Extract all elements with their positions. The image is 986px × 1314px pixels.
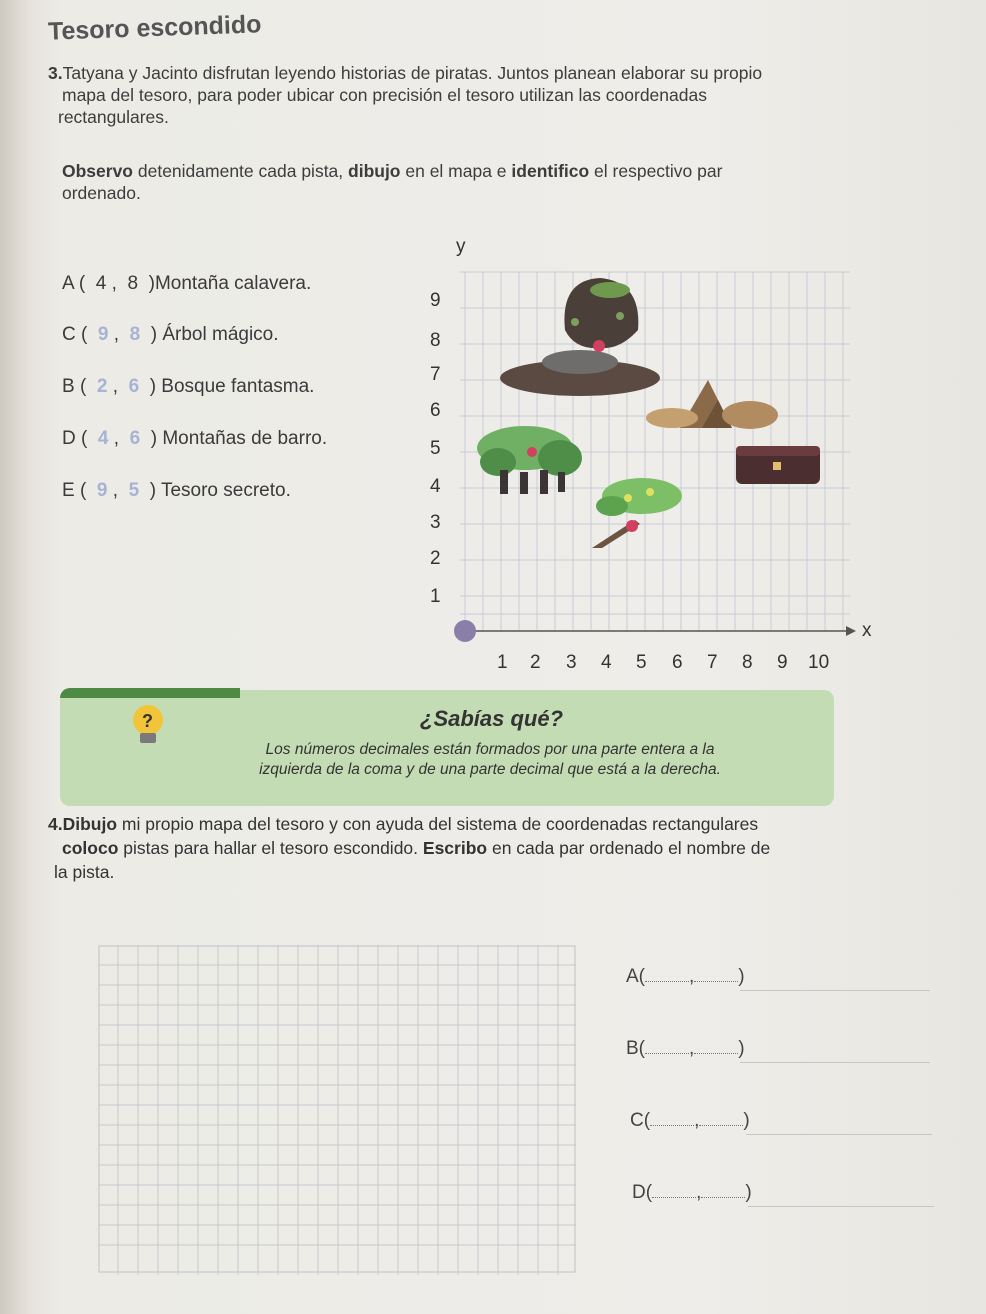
page-title: Tesoro escondido [47, 10, 262, 46]
x-tick: 1 [497, 652, 508, 673]
sabias-que-title: ¿Sabías qué? [420, 706, 564, 731]
instr-text-3: el respectivo par [589, 161, 723, 181]
clue-name: )Montaña calavera. [148, 273, 312, 294]
y-tick: 2 [430, 548, 441, 569]
pair-sep: , [689, 966, 695, 987]
clue-name: ) Bosque fantasma. [149, 376, 315, 397]
clue-y: 8 [127, 273, 139, 294]
y-tick: 6 [430, 400, 441, 421]
y-axis-label: y [456, 236, 466, 257]
pair-y-blank[interactable] [701, 1183, 745, 1198]
task4-text-3: en cada par ordenado el nombre de [487, 838, 771, 858]
instr-text-2: en el mapa e [400, 161, 512, 181]
treasure-chest-illustration [736, 446, 820, 484]
clue-x: 9 [96, 480, 108, 501]
x-tick: 4 [601, 652, 612, 673]
pair-close: ) [743, 1110, 750, 1131]
pair-label: C( [630, 1110, 651, 1131]
lightbulb-icon [128, 702, 168, 750]
y-tick: 4 [430, 476, 441, 497]
x-tick: 2 [530, 652, 541, 673]
pair-b-name-line[interactable] [740, 1062, 930, 1063]
pair-label: B( [626, 1038, 645, 1059]
instr-line2: ordenado. [62, 183, 141, 203]
task4-line3: la pista. [54, 862, 115, 882]
y-tick: 5 [430, 438, 441, 459]
pair-c-name-line[interactable] [746, 1134, 932, 1135]
pair-close: ) [745, 1182, 752, 1203]
pair-label: A( [626, 966, 645, 987]
x-tick: 7 [707, 652, 718, 673]
task4-text-1: mi propio mapa del tesoro y con ayuda del sistema de coordenadas rectangulares [117, 814, 759, 834]
clue-a: A ( 4 , 8 )Montaña calavera. [62, 273, 312, 294]
x-tick: 5 [636, 652, 647, 673]
y-tick: 8 [430, 330, 441, 351]
task4-paragraph [48, 812, 928, 884]
task4-bold-dibujo: Dibujo [62, 814, 118, 834]
clue-letter: A [62, 273, 74, 294]
pair-x-blank[interactable] [645, 1039, 689, 1054]
clue-x: 4 [95, 273, 107, 294]
clue-name: ) Árbol mágico. [150, 324, 279, 345]
skull-mountain-illustration [500, 278, 660, 396]
treasure-map-graph [380, 230, 880, 680]
task4-bold-coloco: coloco [62, 838, 119, 858]
pair-sep: , [689, 1038, 695, 1059]
task3-paragraph [48, 62, 918, 128]
clue-letter: E [62, 480, 75, 501]
x-tick: 9 [777, 652, 788, 673]
clue-x: 4 [97, 428, 109, 449]
pair-x-blank[interactable] [645, 967, 689, 982]
x-axis-arrow [846, 626, 856, 636]
clue-c: C ( 9 , 8 ) Árbol mágico. [62, 324, 279, 345]
clue-d: D ( 4 , 6 ) Montañas de barro. [62, 428, 328, 449]
clue-letter: B [62, 376, 75, 397]
origin-dot [454, 620, 476, 642]
pair-label: D( [632, 1182, 653, 1203]
x-tick: 3 [566, 652, 577, 673]
clue-e: E ( 9 , 5 ) Tesoro secreto. [62, 480, 291, 501]
clue-name: ) Montañas de barro. [150, 428, 328, 449]
task3-line1: Tatyana y Jacinto disfrutan leyendo historias de piratas. Juntos planean elaborar su propio [62, 63, 763, 83]
instr-bold-dibujo: dibujo [348, 161, 401, 181]
task4-bold-escribo: Escribo [422, 838, 488, 858]
pair-b [626, 1038, 745, 1060]
clue-letter: D [62, 428, 76, 449]
pair-y-blank[interactable] [694, 967, 738, 982]
y-tick: 9 [430, 290, 441, 311]
ghost-forest-illustration [477, 426, 582, 494]
clue-y: 8 [129, 324, 141, 345]
y-tick: 1 [430, 586, 441, 607]
task4-text-2: pistas para hallar el tesoro escondido. [118, 838, 423, 858]
sabias-que-tab [60, 688, 240, 698]
instr-text-1: detenidamente cada pista, [133, 161, 349, 181]
clue-x: 9 [97, 324, 109, 345]
x-tick: 10 [808, 652, 830, 673]
x-axis-label: x [862, 620, 872, 641]
task4-number: 4. [48, 814, 63, 834]
pair-x-blank[interactable] [652, 1183, 696, 1198]
clue-name: ) Tesoro secreto. [149, 480, 291, 501]
pair-a [626, 966, 745, 988]
clue-y: 5 [128, 480, 140, 501]
clue-b: B ( 2 , 6 ) Bosque fantasma. [62, 376, 315, 397]
sabias-line2: izquierda de la coma y de una parte decimal que está a la derecha. [259, 761, 721, 778]
pair-close: ) [738, 1038, 745, 1059]
pair-d [632, 1182, 752, 1204]
svg-text:?: ? [142, 711, 153, 731]
y-tick: 3 [430, 512, 441, 533]
clue-x: 2 [96, 376, 108, 397]
pair-c [630, 1110, 750, 1132]
task3-line3: rectangulares. [58, 107, 169, 127]
instr-bold-observo: Observo [62, 161, 133, 181]
task3-number: 3. [48, 63, 63, 83]
blank-drawing-grid[interactable] [98, 945, 576, 1275]
pair-d-name-line[interactable] [748, 1206, 934, 1207]
mud-mountains-illustration [646, 380, 778, 429]
task3-line2: mapa del tesoro, para poder ubicar con precisión el tesoro utilizan las coordenadas [62, 85, 707, 105]
x-tick: 8 [742, 652, 753, 673]
pair-sep: , [694, 1110, 700, 1131]
sabias-line1: Los números decimales están formados por una parte entera a la [265, 741, 715, 758]
pair-sep: , [696, 1182, 702, 1203]
pair-y-blank[interactable] [699, 1111, 743, 1126]
clue-y: 6 [128, 376, 140, 397]
y-tick: 7 [430, 364, 441, 385]
task3-instruction [62, 160, 912, 204]
pair-x-blank[interactable] [650, 1111, 694, 1126]
x-tick: 6 [672, 652, 683, 673]
sabias-que-text [180, 740, 800, 780]
clue-letter: C [62, 324, 76, 345]
pair-y-blank[interactable] [694, 1039, 738, 1054]
clue-y: 6 [129, 428, 141, 449]
pair-close: ) [738, 966, 745, 987]
pair-a-name-line[interactable] [740, 990, 930, 991]
instr-bold-identifico: identifico [511, 161, 590, 181]
